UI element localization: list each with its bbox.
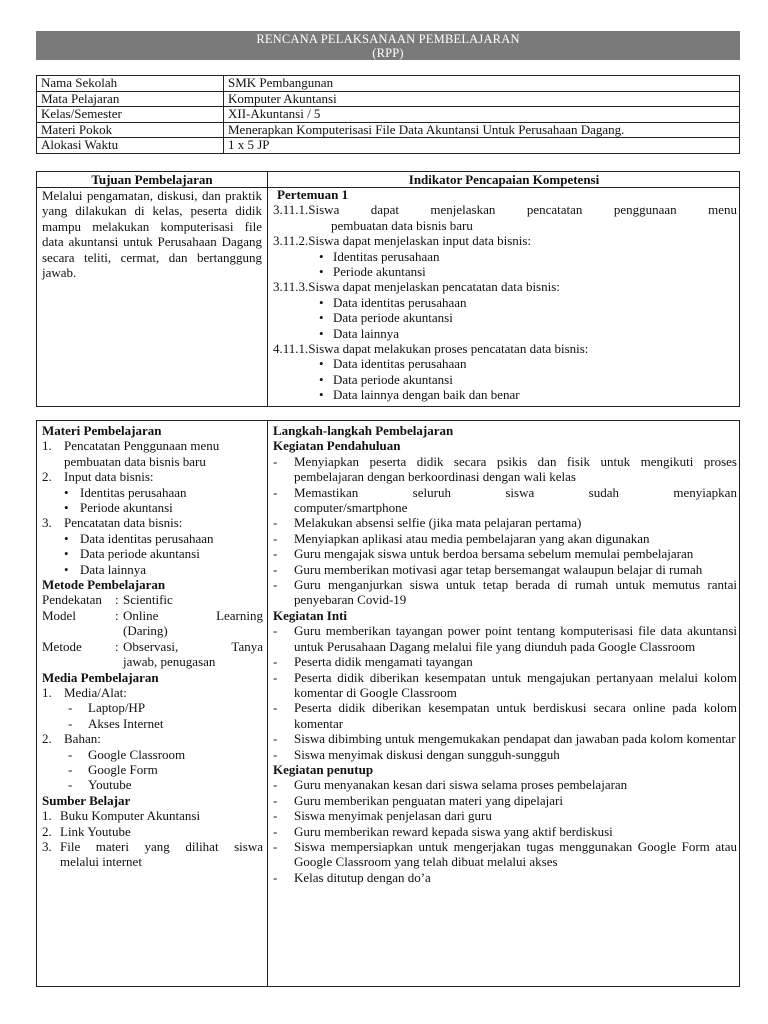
list-item: 2. Link Youtube [42,823,131,839]
method-row-cont: jawab, penugasan [123,654,216,670]
objectives-heading: Tujuan Pembelajaran [91,172,213,187]
indicators-list [273,187,737,403]
steps-heading: Langkah-langkah Pembelajaran [273,423,454,438]
list-item: 2. Input data bisnis: [42,469,154,485]
right-column [273,423,737,885]
list-item: • Periode akuntansi [319,264,426,280]
materials-heading: Materi Pembelajaran [42,423,162,438]
table-row [37,107,740,123]
list-item: • Data identitas perusahaan [64,530,214,546]
list-item: • Periode akuntansi [64,500,173,516]
indicator-item: 3.11.2. Siswa dapat menjelaskan input data bisnis: [273,233,532,249]
media-heading: Media Pembelajaran [42,669,159,685]
list-item: • Data periode akuntansi [319,371,453,387]
list-item: • Data periode akuntansi [319,310,453,326]
list-item: - Menyiapkan aplikasi atau media pembelajaran yang akan digunakan [273,530,650,546]
list-item: - Siswa dibimbing untuk mengemukakan pendapat dan jawaban pada kolom komentar [273,731,736,747]
list-item: - Menyiapkan peserta didik secara psikis dan fisik untuk mengikuti proses pembelajaran dengan berkoordinasi dengan wali kelas [273,453,737,485]
list-item: - Guru memberikan reward kepada siswa yang aktif berdiskusi [273,823,613,839]
list-item-cont: melalui internet [60,854,142,870]
title-line-2: (RPP) [372,46,404,60]
list-item: • Data periode akuntansi [64,546,200,562]
closing-heading: Kegiatan penutup [273,761,374,777]
list-item-cont: pembuatan data bisnis baru [64,453,206,469]
list-item: • Data lainnya [319,325,400,341]
table-row [37,138,740,154]
list-item: • Data lainnya dengan baik dan benar [319,387,520,403]
list-item: • Identitas perusahaan [319,248,440,264]
list-item: • Data identitas perusahaan [319,356,467,372]
list-item: - Kelas ditutup dengan do’a [273,869,431,885]
info-label: Materi Pokok [37,122,224,138]
method-row: Model : Online Learning [42,607,263,623]
list-item: 1. Buku Komputer Akuntansi [42,808,201,824]
method-row-cont: (Daring) [123,623,168,639]
indicator-item: 3.11.3. Siswa dapat menjelaskan pencatatan data bisnis: [273,279,560,295]
info-value: Menerapkan Komputerisasi File Data Akuntansi Untuk Perusahaan Dagang. [224,122,740,138]
sources-heading: Sumber Belajar [42,792,131,808]
method-row: Metode : Observasi, Tanya [42,638,263,654]
list-item: - Google Form [68,761,158,777]
title-line-1: RENCANA PELAKSANAAN PEMBELAJARAN [256,32,520,46]
list-item: - Peserta didik diberikan kesempatan untuk berdiskusi secara online pada kolom komentar [273,700,737,731]
column-divider [267,421,268,986]
info-value: SMK Pembangunan [224,76,740,92]
list-item: - Laptop/HP [68,700,146,716]
list-item: - Melakukan absensi selfie (jika mata pelajaran pertama) [273,515,582,531]
identity-table [36,75,740,154]
left-column [42,423,263,870]
table-row [37,122,740,138]
info-value: 1 x 5 JP [224,138,740,154]
list-item: 1. Pencatatan Penggunaan menu [42,438,220,454]
list-item: - Google Classroom [68,746,186,762]
intro-heading: Kegiatan Pendahuluan [273,438,401,454]
list-item: - Guru memberikan penguatan materi yang dipelajari [273,792,563,808]
document-title [36,31,740,60]
list-item: - Guru menganjurkan siswa untuk tetap berada di rumah untuk memutus rantai penyebaran Covid-19 [273,577,737,608]
list-item: - Akses Internet [68,715,164,731]
list-item: - Youtube [68,777,132,793]
core-heading: Kegiatan Inti [273,607,348,623]
objectives-table [36,171,740,407]
list-item: • Data identitas perusahaan [319,294,467,310]
list-item: - Guru mengajak siswa untuk berdoa bersama sebelum memulai pembelajaran [273,546,694,562]
info-label: Alokasi Waktu [37,138,224,154]
indicator-item: 4.11.1. Siswa dapat melakukan proses pencatatan data bisnis: [273,341,589,357]
info-label: Nama Sekolah [37,76,224,92]
list-item: - Siswa menyimak penjelasan dari guru [273,808,492,824]
list-item: • Identitas perusahaan [64,484,187,500]
list-item: - Guru memberikan motivasi agar tetap bersemangat walaupun belajar di rumah [273,561,703,577]
meeting-label: Pertemuan 1 [277,187,349,202]
methods-heading: Metode Pembelajaran [42,577,166,593]
indicators-heading: Indikator Pencapaian Kompetensi [408,172,600,187]
info-value: Komputer Akuntansi [224,91,740,107]
column-divider [267,172,268,406]
list-item: - Guru memberikan tayangan power point tentang komputerisasi file data akuntansi untuk Perusahaan Dagang melalui file yang diunduh pada Google Classroom [273,623,737,654]
list-item: - Peserta didik diberikan kesempatan untuk mengajukan pertanyaan melalui kolom komentar di Google Classroom [273,669,737,700]
lesson-plan-table [36,420,740,987]
list-item: - Guru menyanakan kesan dari siswa selama proses pembelajaran [273,777,628,793]
list-item: - Siswa menyimak diskusi dengan sungguh-sungguh [273,746,560,762]
list-item: 2. Bahan: [42,731,101,747]
info-label: Mata Pelajaran [37,91,224,107]
table-row [37,91,740,107]
list-item: 3. Pencatatan data bisnis: [42,515,183,531]
list-item: - Memastikan seluruh siswa sudah menyiapkan computer/smartphone [273,484,737,516]
method-row: Pendekatan : Scientific [42,592,173,608]
indicator-item: 3.11.1. Siswa dapat menjelaskan pencatatan penggunaan menu [273,202,737,218]
list-item: 1. Media/Alat: [42,684,127,700]
list-item: - Peserta didik mengamati tayangan [273,654,473,670]
info-value: XII-Akuntansi / 5 [224,107,740,123]
list-item: 3. File materi yang dilihat siswa [42,838,263,854]
list-item: • Data lainnya [64,561,147,577]
objectives-text: Melalui pengamatan, diskusi, dan praktik yang dilakukan di kelas, peserta didik mampu melakukan komputerisasi file data akuntansi untuk Perusahaan Dagang secara teliti, cermat, dan bertanggung jawab. [42,188,262,281]
table-row [37,76,740,92]
indicator-item-cont: pembuatan data bisnis baru [331,217,473,233]
list-item: - Siswa mempersiapkan untuk mengerjakan tugas menggunakan Google Form atau Google Classroom yang telah dibuat melalui akses [273,838,737,870]
info-label: Kelas/Semester [37,107,224,123]
